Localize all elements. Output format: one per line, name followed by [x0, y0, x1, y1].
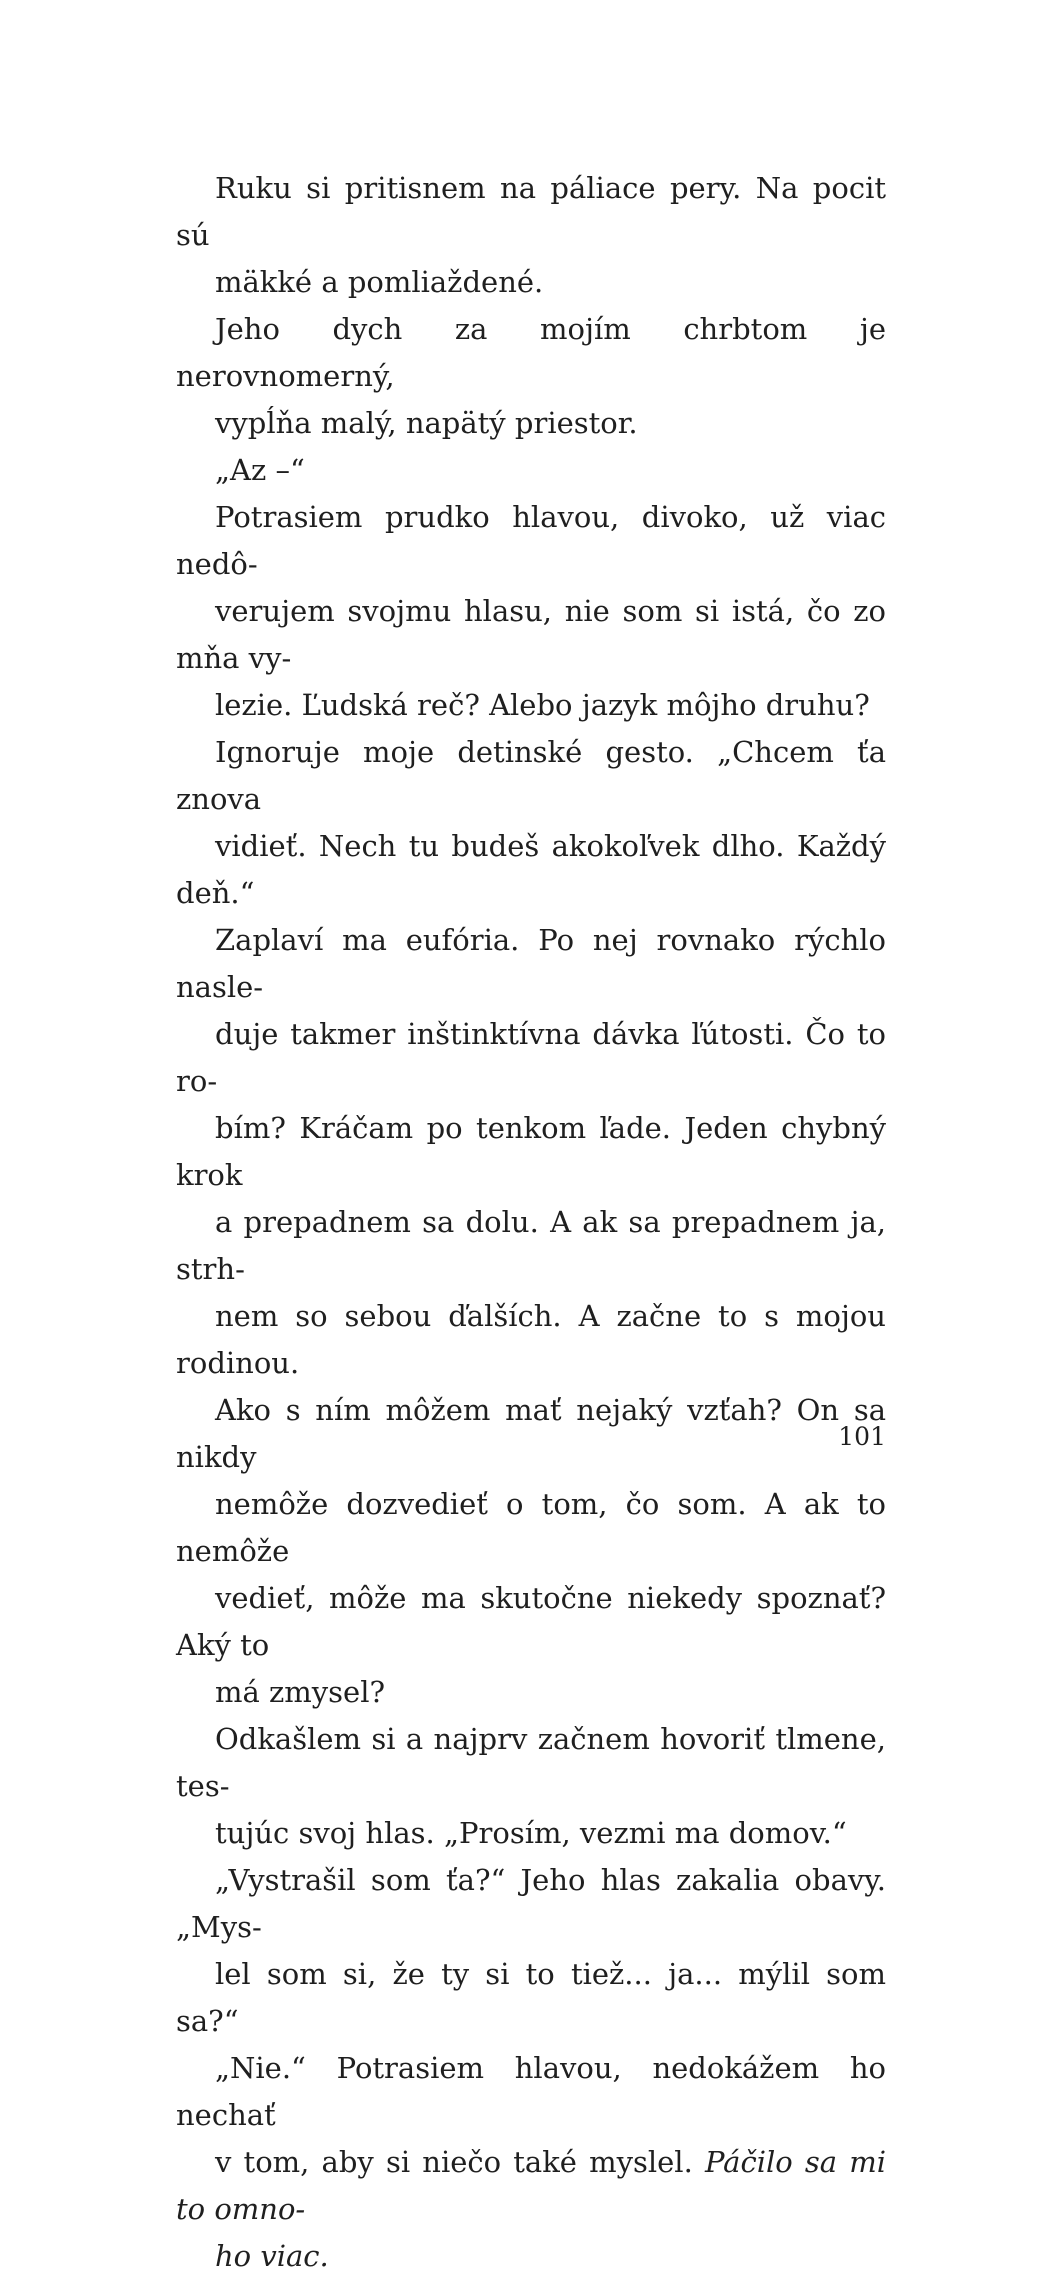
text-line: „Nie.“ Potrasiem hlavou, nedokážem ho nechať [176, 2051, 886, 2132]
text-line: Odkašlem si a najprv začnem hovoriť tlmene, tes- [176, 1722, 886, 1803]
text-line: nemôže dozvedieť o tom, čo som. A ak to nemôže [176, 1487, 886, 1568]
text-line: Ruku si pritisnem na páliace pery. Na pocit sú [176, 171, 886, 252]
text-line: Ako s ním môžem mať nejaký vzťah? On sa nikdy [176, 1393, 886, 1474]
text-line: Potrasiem prudko hlavou, divoko, už viac nedô- [176, 500, 886, 581]
body-text [176, 165, 886, 2280]
paragraph [176, 1387, 886, 1716]
page-number: 101 [838, 1422, 886, 1451]
text-line: lezie. Ľudská reč? Alebo jazyk môjho druhu? [215, 688, 870, 722]
paragraph [176, 1857, 886, 2045]
italic-text: Páčilo sa mi to omno- [176, 2145, 886, 2226]
paragraph [176, 306, 886, 447]
italic-text: ho viac. [215, 2239, 329, 2273]
paragraph [176, 917, 886, 1387]
text-line: Jeho dych za mojím chrbtom je nerovnomerný, [176, 312, 886, 393]
text-line [176, 2139, 886, 2233]
paragraph [176, 2045, 886, 2280]
text-line: duje takmer inštinktívna dávka ľútosti. Čo to ro- [176, 1017, 886, 1098]
text-line: vedieť, môže ma skutočne niekedy spoznať? Aký to [176, 1581, 886, 1662]
text-line: verujem svojmu hlasu, nie som si istá, čo zo mňa vy- [176, 594, 886, 675]
paragraph [176, 447, 886, 494]
text-line: tujúc svoj hlas. „Prosím, vezmi ma domov.“ [215, 1816, 847, 1850]
text-line: mäkké a pomliaždené. [215, 265, 544, 299]
paragraph [176, 729, 886, 917]
text-line: a prepadnem sa dolu. A ak sa prepadnem ja, strh- [176, 1205, 886, 1286]
text-line: Ignoruje moje detinské gesto. „Chcem ťa znova [176, 735, 886, 816]
text-line: nem so sebou ďalších. A začne to s mojou rodinou. [176, 1299, 886, 1380]
text-line: bím? Kráčam po tenkom ľade. Jeden chybný krok [176, 1111, 886, 1192]
paragraph [176, 165, 886, 306]
text-run: v tom, aby si niečo také myslel. [215, 2145, 705, 2179]
text-line: „Vystrašil som ťa?“ Jeho hlas zakalia obavy. „Mys- [176, 1863, 886, 1944]
text-line: „Az –“ [215, 453, 305, 487]
text-line: vidieť. Nech tu budeš akokoľvek dlho. Každý deň.“ [176, 829, 886, 910]
text-line: vypĺňa malý, napätý priestor. [215, 406, 638, 440]
text-line: lel som si, že ty si to tiež... ja... mýlil som sa?“ [176, 1957, 886, 2038]
text-line: Zaplaví ma eufória. Po nej rovnako rýchlo nasle- [176, 923, 886, 1004]
paragraph [176, 1716, 886, 1857]
paragraph [176, 494, 886, 729]
text-line [176, 2233, 886, 2280]
text-line: má zmysel? [215, 1675, 386, 1709]
